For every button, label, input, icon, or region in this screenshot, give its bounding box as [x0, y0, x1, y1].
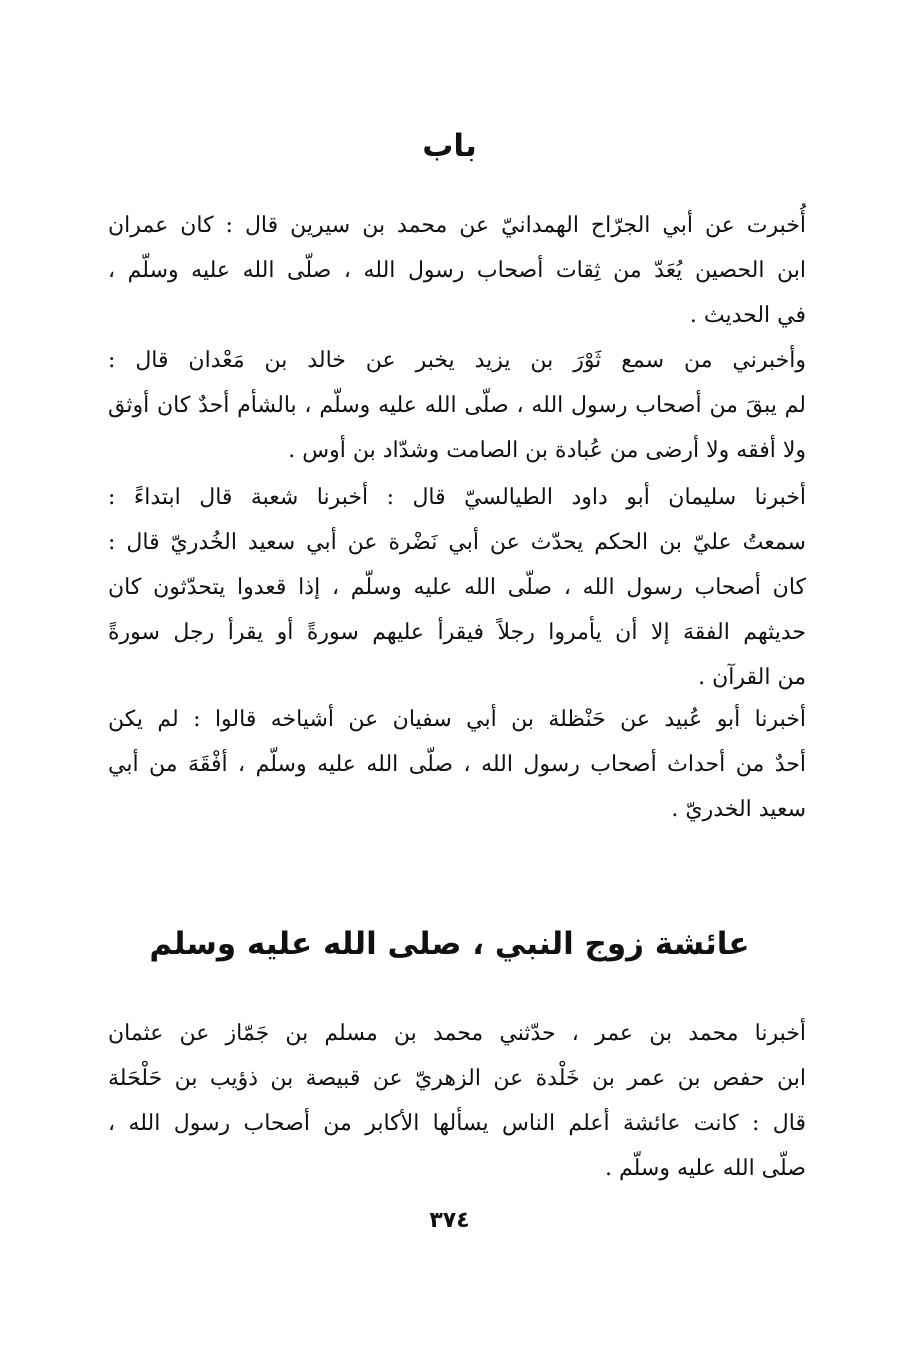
paragraph-line: ابن الحصين يُعَدّ من ثِقات أصحاب رسول الله ، صلّى الله عليه وسلّم ،: [108, 258, 806, 283]
paragraph-3: [108, 475, 806, 700]
section-heading-aisha: عائشة زوج النبي ، صلى الله عليه وسلم: [149, 926, 750, 962]
paragraph-line: لم يبقَ من أصحاب رسول الله ، صلّى الله عليه وسلّم ، بالشأم أحدٌ كان أوثق: [108, 393, 806, 418]
paragraph-line: أخبرنا محمد بن عمر ، حدّثني محمد بن مسلم بن جَمّاز عن عثمان: [108, 1021, 806, 1046]
paragraph-line: أخبرنا سليمان أبو داود الطيالسيّ قال : أخبرنا شعبة قال ابتداءً :: [108, 485, 806, 510]
page-number: ٣٧٤: [429, 1208, 470, 1233]
paragraph-line: في الحديث .: [689, 303, 806, 328]
paragraph-line: ابن حفص بن عمر بن خَلْدة عن الزهريّ عن قبيصة بن ذؤيب بن حَلْحَلة: [108, 1066, 806, 1091]
paragraph-line: أحدٌ من أحداث أصحاب رسول الله ، صلّى الله عليه وسلّم ، أفْقَهَ من أبي: [108, 752, 806, 777]
paragraph-line: حديثهم الفقهَ إلا أن يأمروا رجلاً فيقرأ عليهم سورةً أو يقرأ رجل سورةً: [108, 620, 806, 645]
paragraph-5: [108, 1011, 806, 1191]
section-heading-bab: باب: [422, 128, 477, 164]
paragraph-line: سعيد الخدريّ .: [671, 797, 806, 822]
paragraph-line: أخبرنا أبو عُبيد عن حَنْظلة بن أبي سفيان عن أشياخه قالوا : لم يكن: [108, 707, 806, 732]
paragraph-line: ولا أفقه ولا أرضى من عُبادة بن الصامت وشدّاد بن أوس .: [288, 438, 806, 463]
paragraph-line: كان أصحاب رسول الله ، صلّى الله عليه وسلّم ، إذا قعدوا يتحدّثون كان: [108, 575, 806, 600]
paragraph-line: صلّى الله عليه وسلّم .: [605, 1156, 806, 1181]
paragraph-2: [108, 338, 806, 473]
paragraph-line: سمعتُ عليّ بن الحكم يحدّث عن أبي نَضْرة عن أبي سعيد الخُدريّ قال :: [108, 530, 806, 555]
paragraph-line: وأخبرني من سمع ثَوْرَ بن يزيد يخبر عن خالد بن مَعْدان قال :: [108, 348, 806, 373]
paragraph-4: [108, 697, 806, 832]
paragraph-1: [108, 203, 806, 338]
paragraph-line: من القرآن .: [698, 665, 806, 690]
paragraph-line: قال : كانت عائشة أعلم الناس يسألها الأكابر من أصحاب رسول الله ،: [108, 1111, 806, 1136]
paragraph-line: أُخبرت عن أبي الجرّاح الهمدانيّ عن محمد بن سيرين قال : كان عمران: [108, 213, 806, 238]
